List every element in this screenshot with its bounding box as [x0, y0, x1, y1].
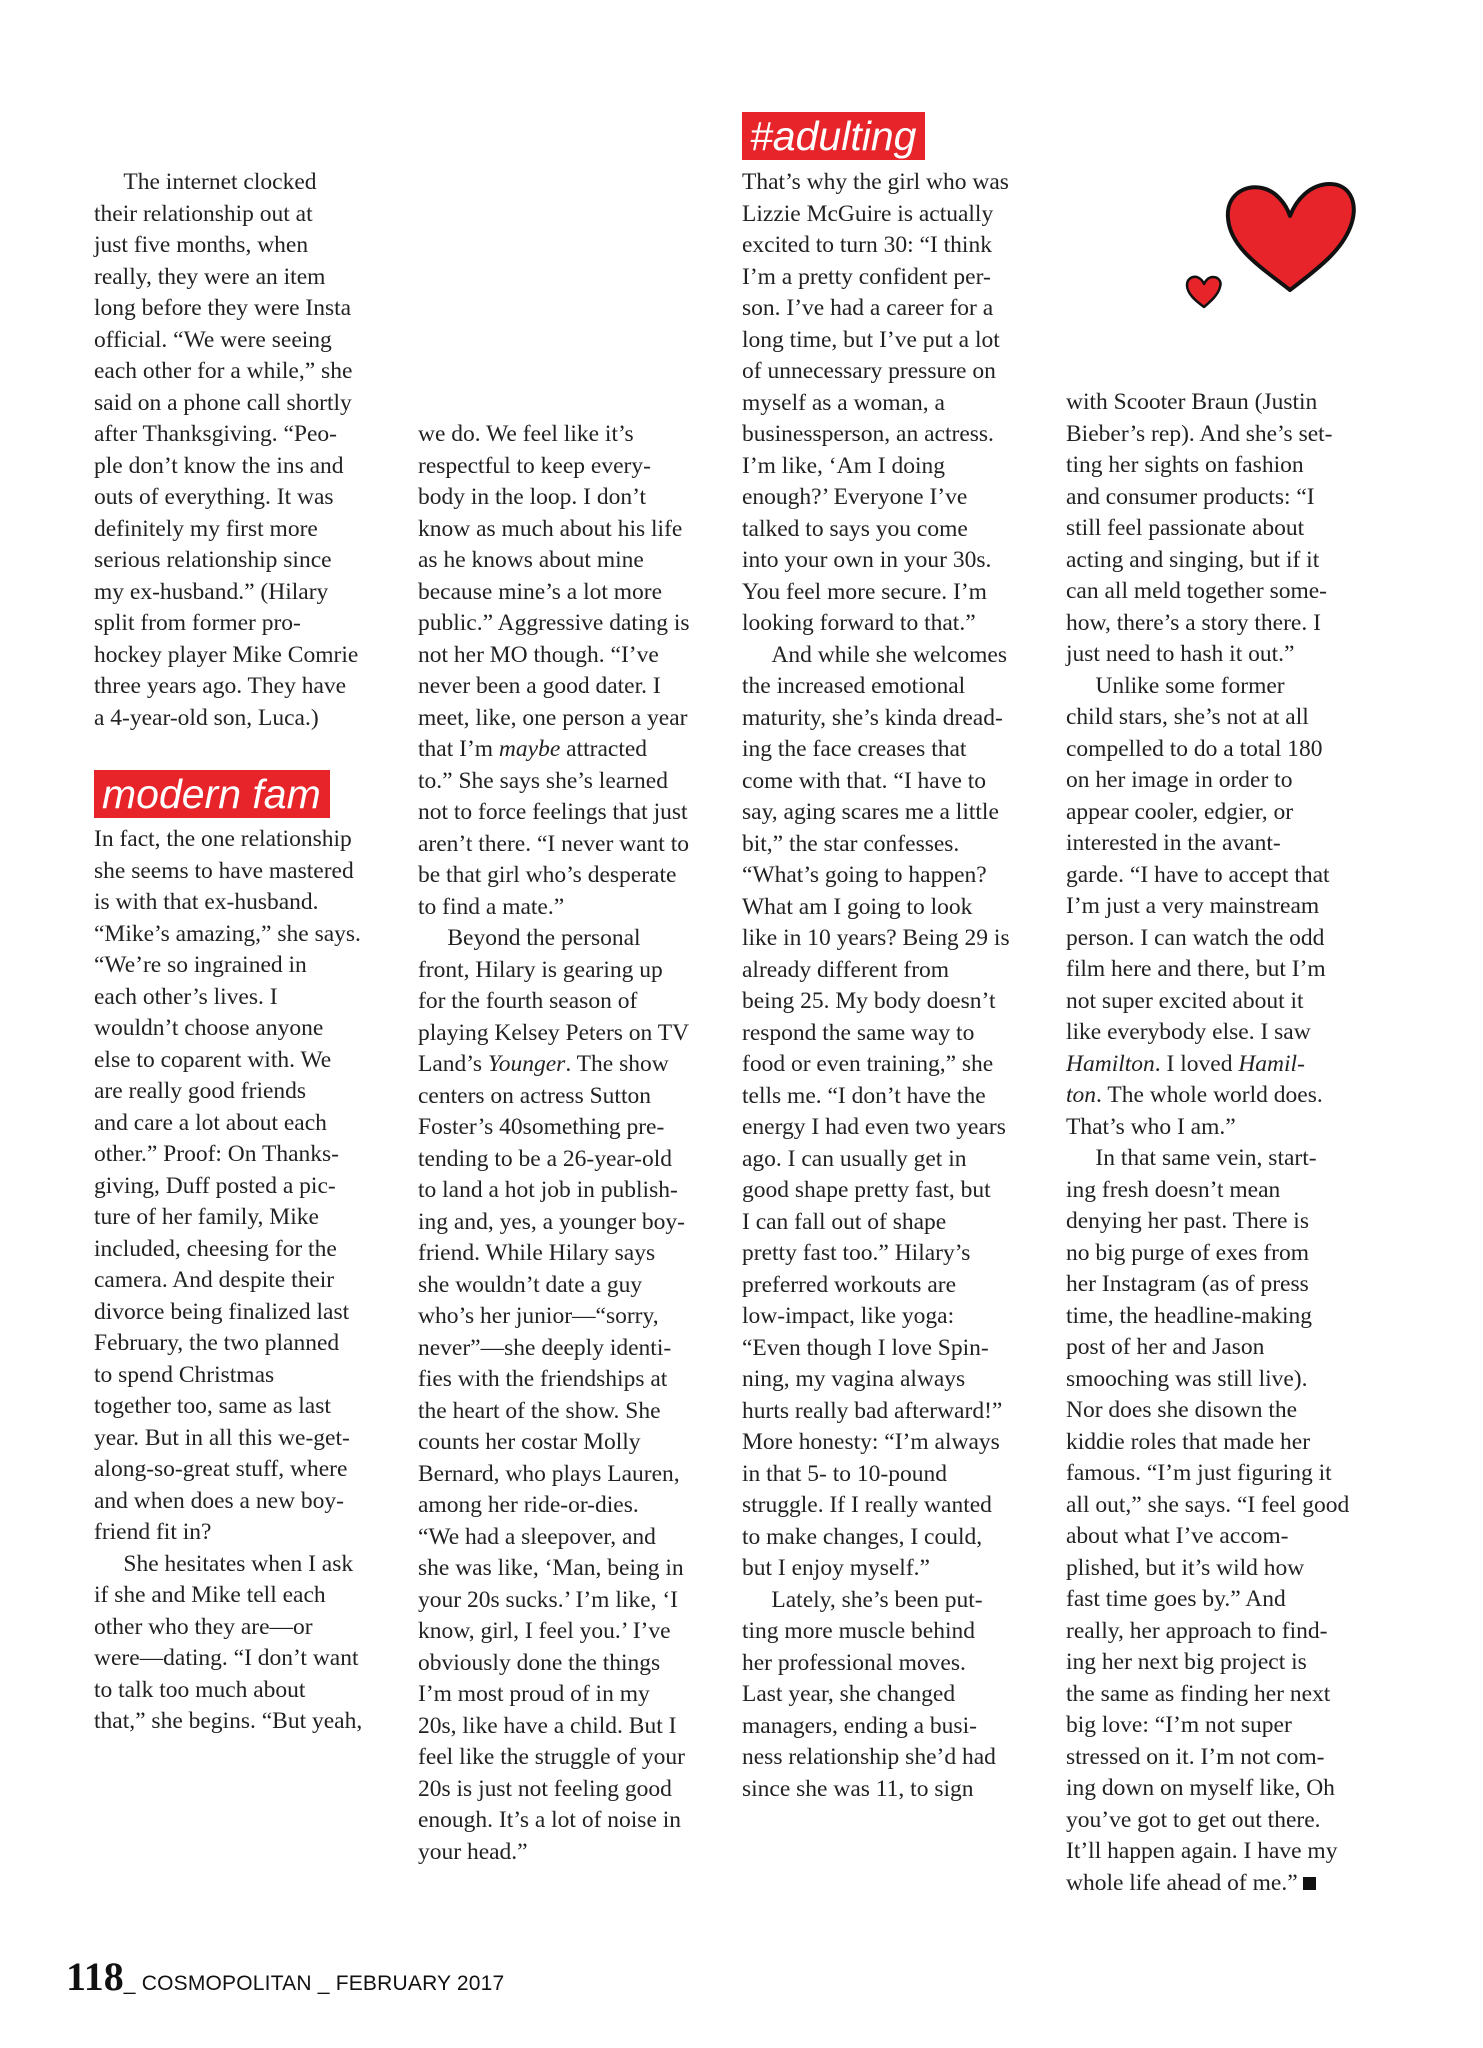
heart-icon-large [1220, 178, 1360, 298]
column-4 [1066, 387, 1371, 1899]
heart-icon-small [1183, 273, 1225, 311]
paragraph [1066, 671, 1371, 1144]
italic-text: maybe [498, 736, 561, 762]
column-3 [742, 167, 1047, 1805]
paragraph [1066, 1143, 1371, 1899]
paragraph [418, 923, 723, 1868]
publication-line: _ COSMOPOLITAN _ FEBRUARY 2017 [123, 1972, 505, 1995]
italic-text: Hamilton [1066, 1050, 1155, 1077]
paragraph: Lately, she’s been put- ting more muscle behind her professional moves. Last year, she changed managers, ending a busi- ness relationship she’d had since she was 11, to sign [742, 1586, 996, 1802]
paragraph: The internet clocked their relationship out at just five months, when really, they were an item long before they were Insta official. “We were seeing each other for a while,” she said on a phone call shortly after Thanksgiving. “Peo- ple don’t know the ins and outs of everything. It was definitely my first more serious relationship since my ex-husband.” (Hilary split from former pro- hockey player Mike Comrie three years ago. They have a 4-year-old son, Luca.) [94, 169, 359, 731]
paragraph: And while she welcomes the increased emotional maturity, she’s kinda dread- ing the face creases that come with that. “I have to say, aging scares me a little bit,” the star confesses. “What’s going to happen? What am I going to look like in 10 years? Being 29 is already different from being 25. My body doesn’t respond the same way to food or even training,” she tells me. “I don’t have the energy I had even two years ago. I can usually get in good shape pretty fast, but I can fall out of shape pretty fast too.” Hilary’s preferred workouts are low-impact, like yoga: “Even though I love Spin- ning, my vagina always hurts really bad afterward!” More honesty: “I’m always in that 5- to 10-pound struggle. If I really wanted to make changes, I could, but I enjoy myself.” [742, 641, 1010, 1581]
paragraph: She hesitates when I ask if she and Mike tell each other who they are—or were—dating. “I don’t want to talk too much about that,” she begins. “But yeah, [94, 1550, 363, 1734]
paragraph [418, 419, 723, 923]
column-2 [418, 419, 723, 1868]
section-tag-modern-fam: modern fam [94, 770, 330, 818]
text-run: . The show centers on actress Sutton Foster’s 40something pre- tending to be a 26-year-old to land a hot job in publish- ing and, yes, a younger boy- friend. While Hilary says she wouldn’t date a guy who’s her junior—“sorry, never”—she deeply identi- fies with the friendships at the heart of the show. She counts her costar Molly Bernard, who plays Lauren, among her ride-or-dies. “We had a sleepover, and she was like, ‘Man, being in your 20s sucks.’ I’m like, ‘I know, girl, I feel you.’ I’ve obviously done the things I’m most proud of in my 20s, like have a child. But I feel like the struggle of your 20s is just not feeling good enough. It’s a lot of noise in your head.” [418, 1051, 685, 1865]
paragraph: In fact, the one relationship she seems to have mastered is with that ex-husband. “Mike’s amazing,” she says. “We’re so ingrained in each other’s lives. I wouldn’t choose anyone else to coparent with. We are really good friends and care a lot about each other.” Proof: On Thanks- giving, Duff posted a pic- ture of her family, Mike included, cheesing for the camera. And despite their divorce being finalized last February, the two planned to spend Christmas together too, same as last year. But in all this we-get- along-so-great stuff, where and when does a new boy- friend fit in? [94, 826, 361, 1545]
text-run: Unlike some former child stars, she’s not at all compelled to do a total 180 on her image in order to appear cooler, edgier, or interested in the avant- garde. “I have to accept that I’m just a very mainstream person. I can watch the odd film here and there, but I’m not super excited about it like everybody else. I saw [1066, 672, 1330, 1045]
text-run: . I loved [1154, 1050, 1239, 1077]
section-tag-adulting: #adulting [742, 112, 925, 160]
text-run: Beyond the personal front, Hilary is gearing up for the fourth season of playing Kelsey Peters on TV Land’s [418, 925, 690, 1077]
page-number: 118 [66, 1954, 124, 1999]
italic-text: Hamil- ton [1066, 1050, 1305, 1108]
text-run: In that same vein, start- ing fresh doesn’t mean denying her past. There is no big purge of exes from her Instagram (as of press time, the headline-making post of her and Jason smooching was still live). Nor does she disown the kiddie roles that made her famous. “I’m just figuring it all out,” she says. “I feel good about what I’ve accom- plished, but it’s wild how fast time goes by.” And really, her approach to find- ing her next big project is the same as finding her next big love: “I’m not super stressed on it. I’m not com- ing down on myself like, Oh you’ve got to get out there. It’ll happen again. I have my whole life ahead of me.” [1066, 1145, 1350, 1896]
text-run: we do. We feel like it’s respectful to keep every- body in the loop. I don’t know as much about his life as he knows about mine because mine’s a lot more public.” Aggressive dating is not her MO though. “I’ve never been a good dater. I meet, like, one person a year that I’m [418, 421, 690, 762]
italic-text: Younger [487, 1051, 566, 1077]
paragraph: That’s why the girl who was Lizzie McGuire is actually excited to turn 30: “I think I’m a pretty confident per- son. I’ve had a career for a long time, but I’ve put a lot of unnecessary pressure on myself as a woman, a businessperson, an actress. I’m like, ‘Am I doing enough?’ Everyone I’ve talked to says you come into your own in your 30s. You feel more secure. I’m looking forward to that.” [742, 169, 1009, 636]
end-of-story-square [1303, 1877, 1316, 1890]
text-run: attracted to.” She says she’s learned not to force feelings that just aren’t there. “I never want to be that girl who’s desperate to find a mate.” [418, 736, 689, 920]
page-footer [66, 1953, 504, 2000]
paragraph: with Scooter Braun (Justin Bieber’s rep). And she’s set- ting her sights on fashion and consumer products: “I still feel passionate about acting and singing, but if it can all meld together some- how, there’s a story there. I just need to hash it out.” [1066, 389, 1333, 667]
column-1 [94, 167, 399, 734]
text-run: . The whole world does. That’s who I am.” [1066, 1082, 1323, 1140]
column-1-continued [94, 824, 399, 1738]
